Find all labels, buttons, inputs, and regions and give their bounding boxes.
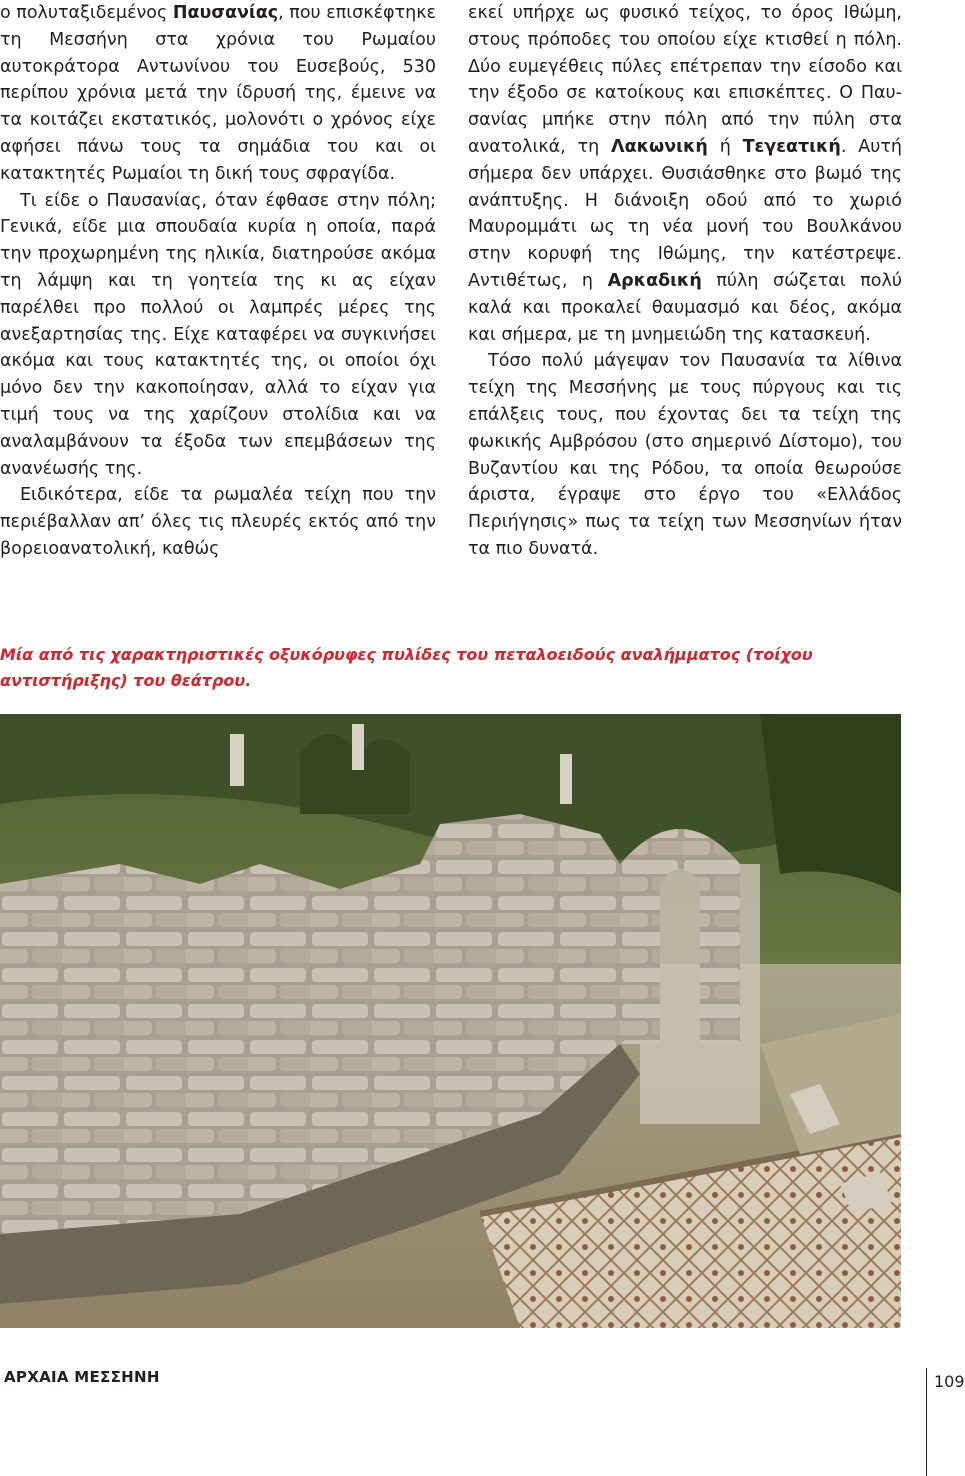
paragraph-4 (468, 0, 902, 348)
right-text-column (468, 0, 902, 563)
bold-gate-lakoniki: Λακωνική (611, 136, 708, 157)
text-run: . Αυτή σήμερα δεν υπάρχει. Θυσιάσθηκε στο βωμό της ανάπτυξης. Η διάνοιξη οδού από το χωριό Μαυρομμάτι ως τη νέα μονή του Βουλκάνου στην κορυφή της Ιθώμης, την κατέστρεψε. Αντιθέτως, η (468, 136, 902, 291)
text-run: , που επισκέφτηκε τη Μεσσήνη στα χρόνια του Ρωμαίου αυτοκράτορα Αντωνίνου του Ευσεβούς, 530 περίπου χρόνια μετά την ίδρυσή της, έμεινε να τα κοιτάζει εκστατικός, μολονότι ο χρόνος είχε αφήσει πάνω τους τα σημάδια του και οι κατακτητές Ρωμαίοι τη δική τους σφραγίδα. (0, 3, 436, 184)
text-run: πύλη σώζεται πολύ καλά και προκαλεί θαυμασμό και δέος, ακόμα και σήμερα, με τη μνημειώδη της κατασκευή. (468, 270, 902, 345)
paragraph-5: Τόσο πολύ μάγεψαν τον Παυσανία τα λίθινα τείχη της Μεσσήνης με τους πύργους και τις επάλξεις τους, που έχοντας δει τα τείχη της φωκικής Αμβρόσου (στο σημερινό Δίστομο), του Βυζαντίου και της Ρόδου, τα οποία θεωρούσε άριστα, έγραψε στο έργο του «Ελλάδος Περιήγησις» πως τα τείχη των Μεσσηνίων ήταν τα πιο δυνατά. (468, 351, 902, 559)
text-run: ο πολυταξιδεμένος (0, 3, 173, 23)
left-text-column (0, 0, 436, 563)
photo-caption: Μία από τις χαρακτηριστικές οξυκόρυφες πυλίδες του πεταλοειδούς αναλήμματος (τοίχου αντιστήριξης) του θεάτρου. (0, 645, 813, 690)
stone-wall-photo (0, 714, 901, 1328)
paragraph-2: Τι είδε ο Παυσανίας, όταν έφθασε στην πόλη; Γενικά, είδε μια σπουδαία κυρία η οποία, παρά την προχωρημένη της ηλικία, διατηρούσε ακόμα τη λάμψη και τη γοητεία της κι ας είχαν παρέλθει προ πολλού οι λαμπρές μέρες της ανεξαρτησίας της. Είχε καταφέρει να συγκινήσει ακόμα και τους κατακτητές της, οι οποίοι όχι μόνο δεν την κακοποίησαν, αλλά το είχαν για τιμή τους να της χαρίζουν στολίδια και να αναλαμβάνουν τα έξοδα των επεμβάσεων της ανανέωσής της. (0, 190, 436, 479)
bold-name-pausanias: Παυσανίας (172, 3, 279, 23)
text-run: εκεί υπήρχε ως φυσικό τείχος, το όρος Ιθώμη, στους πρόποδες του οποίου είχε κτισθεί η πόλη. Δύο ευμεγέθεις πύλες επέτρεπαν την είσοδο και την έξοδο σε κατοίκους και επισκέπτες. Ο Παυσανίας μπήκε στην πόλη από την πύλη στα ανατολικά, τη (468, 3, 902, 157)
bold-gate-tegeatiki: Τεγεατική (742, 136, 841, 157)
bold-gate-arkadiki: Αρκαδική (607, 270, 702, 291)
stone-wall-illustration (0, 714, 901, 1328)
page-number: 109 (934, 1372, 965, 1391)
paragraph-3: Ειδικότερα, είδε τα ρωμαλέα τείχη που την περιέβαλλαν απ’ όλες τις πλευρές εκτός από την βορειοανατολική, καθώς (0, 485, 436, 559)
paragraph-1 (0, 0, 436, 188)
footer-divider (926, 1368, 927, 1476)
magazine-section-title: ΑΡΧΑΙΑ ΜΕΣΣΗΝΗ (4, 1368, 160, 1386)
text-run: ή (707, 136, 743, 157)
